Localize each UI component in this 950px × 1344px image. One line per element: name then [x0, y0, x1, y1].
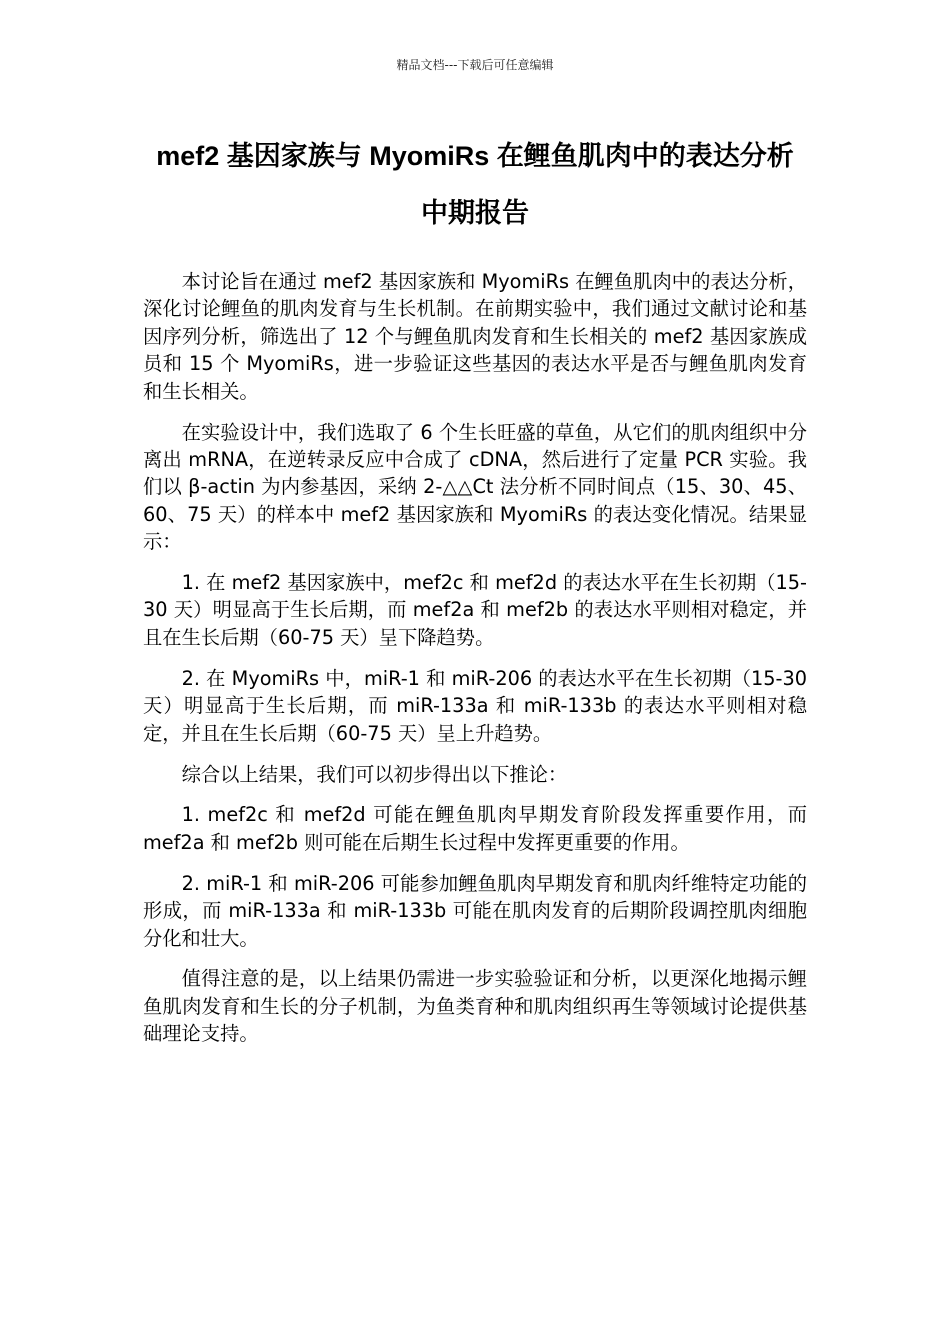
title-line-2: 中期报告: [421, 198, 529, 228]
paragraph-summary-lead: 综合以上结果，我们可以初步得出以下推论：: [181, 762, 568, 786]
paragraph-intro: 本讨论旨在通过 mef2 基因家族和 MyomiRs 在鲤鱼肌肉中的表达分析，深化讨论鲤鱼的肌肉发育与生长机制。在前期实验中，我们通过文献讨论和基因序列分析，筛选出了 12 个与鲤鱼肌肉发育和生长相关的 mef2 基因家族成员和 15 个 MyomiRs，进一步验证这些基因的表达水平是否与鲤鱼肌肉发育和生长相关。: [143, 270, 807, 403]
document-body: [143, 268, 807, 1061]
page-header: 精品文档---下载后可任意编辑: [396, 58, 554, 72]
document-title: [110, 128, 840, 242]
paragraph-note: 值得注意的是，以上结果仍需进一步实验验证和分析，以更深化地揭示鲤鱼肌肉发育和生长的分子机制，为鱼类育种和肌肉组织再生等领域讨论提供基础理论支持。: [143, 967, 807, 1046]
paragraph-result-1: 1. 在 mef2 基因家族中，mef2c 和 mef2d 的表达水平在生长初期（15-30 天）明显高于生长后期，而 mef2a 和 mef2b 的表达水平则相对稳定，并且在生长后期（60-75 天）呈下降趋势。: [143, 571, 807, 649]
paragraph-inference-2: 2. miR-1 和 miR-206 可能参加鲤鱼肌肉早期发育和肌肉纤维特定功能的形成，而 miR-133a 和 miR-133b 可能在肌肉发育的后期阶段调控肌肉细胞分化和壮大。: [143, 871, 807, 950]
paragraph-inference-1: 1. mef2c 和 mef2d 可能在鲤鱼肌肉早期发育阶段发挥重要作用，而 mef2a 和 mef2b 则可能在后期生长过程中发挥更重要的作用。: [143, 803, 807, 854]
paragraph-methods: 在实验设计中，我们选取了 6 个生长旺盛的草鱼，从它们的肌肉组织中分离出 mRNA，在逆转录反应中合成了 cDNA，然后进行了定量 PCR 实验。我们以 β-actin 为内参基因，采纳 2-△△Ct 法分析不同时间点（15、30、45、60、75 天）的样本中 mef2 基因家族和 MyomiRs 的表达变化情况。结果显示：: [143, 420, 807, 554]
paragraph-result-2: 2. 在 MyomiRs 中，miR-1 和 miR-206 的表达水平在生长初期（15-30 天）明显高于生长后期，而 miR-133a 和 miR-133b 的表达水平则相对稳定，并且在生长后期（60-75 天）呈上升趋势。: [143, 666, 807, 745]
title-line-1: mef2 基因家族与 MyomiRs 在鲤鱼肌肉中的表达分析: [156, 141, 794, 171]
